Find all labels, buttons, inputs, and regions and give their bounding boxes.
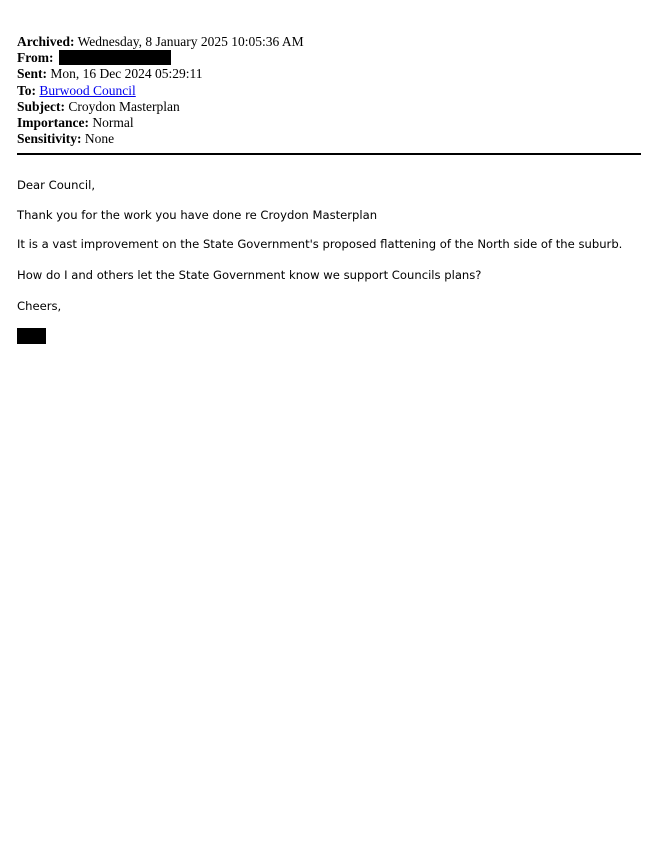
body-paragraph: How do I and others let the State Government know we support Councils plans? — [17, 268, 482, 282]
sent-label: Sent: — [17, 66, 47, 82]
header-divider — [17, 153, 641, 155]
importance-row — [17, 115, 304, 131]
subject-label: Subject: — [17, 98, 65, 114]
archived-row — [17, 34, 304, 50]
sensitivity-row — [17, 131, 304, 147]
from-label: From: — [17, 50, 54, 66]
sensitivity-value: None — [84, 131, 115, 147]
archived-value: Wednesday, 8 January 2025 10:05:36 AM — [77, 34, 304, 49]
to-row — [17, 83, 304, 99]
signoff: Cheers, — [17, 299, 62, 313]
from-row — [17, 50, 304, 66]
greeting: Dear Council, — [17, 178, 96, 192]
subject-row — [17, 99, 304, 115]
sent-value: Mon, 16 Dec 2024 05:29:11 — [50, 66, 203, 82]
to-recipient-link[interactable]: Burwood Council — [39, 82, 136, 98]
body-paragraph: Thank you for the work you have done re Croydon Masterplan — [17, 208, 378, 222]
importance-label: Importance: — [17, 114, 89, 130]
body-paragraph: It is a vast improvement on the State Government's proposed flattening of the North side of the suburb. — [17, 237, 623, 251]
email-header — [17, 34, 304, 147]
sensitivity-label: Sensitivity: — [17, 131, 82, 147]
subject-value: Croydon Masterplan — [68, 98, 180, 114]
to-label: To: — [17, 82, 37, 98]
archived-label: Archived: — [17, 34, 75, 49]
signature-redaction — [17, 328, 46, 344]
importance-value: Normal — [92, 114, 134, 130]
sent-row — [17, 66, 304, 82]
from-redaction — [59, 50, 171, 65]
